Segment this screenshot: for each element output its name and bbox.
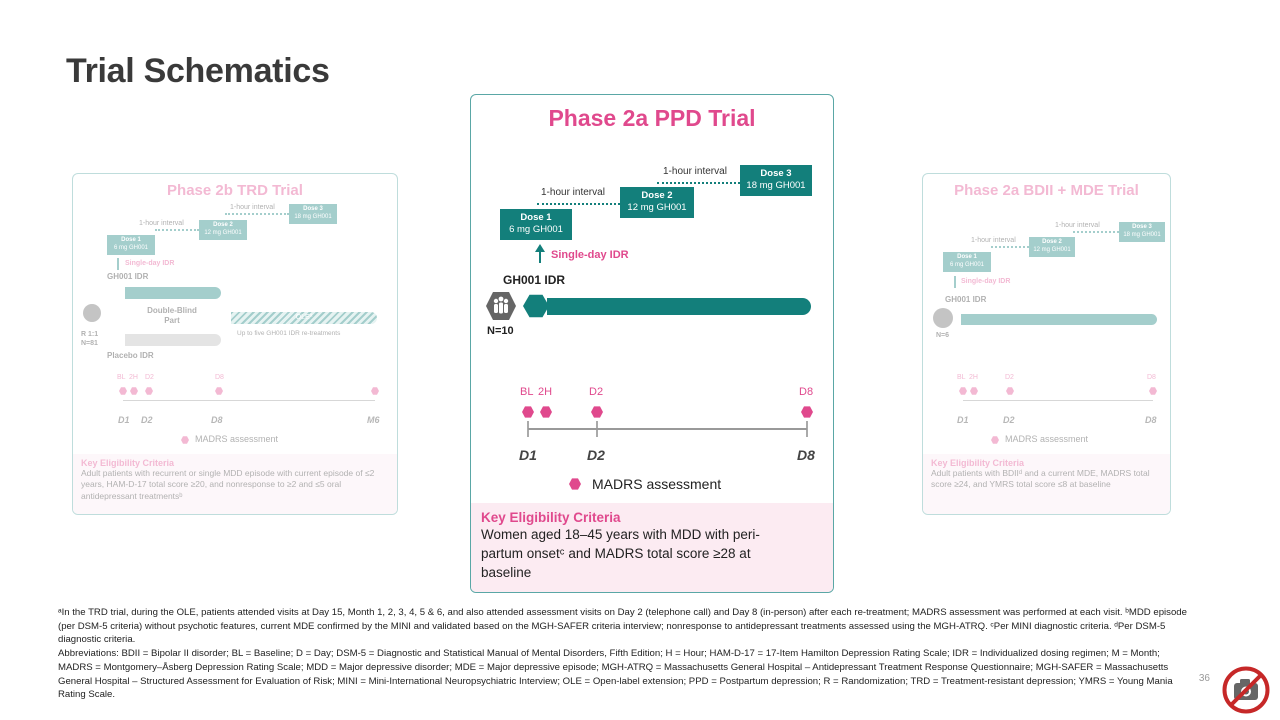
madrs-marker <box>801 406 813 418</box>
up-arrow-icon <box>117 258 119 270</box>
arm-label: GH001 IDR <box>945 295 987 304</box>
madrs-marker <box>1006 387 1014 395</box>
placebo-label: Placebo IDR <box>107 351 154 360</box>
dose-title: Dose 2 <box>1042 239 1062 245</box>
dose-amount: 6 mg GH001 <box>113 244 149 251</box>
single-day-label: Single-day IDR <box>125 260 175 267</box>
interval-label: 1-hour interval <box>541 187 605 198</box>
abbreviations-text: Abbreviations: BDII = Bipolar II disorder; BL = Baseline; D = Day; DSM-5 = Diagnostic and Statistical Manual of Mental Disorders, Fifth Edition; H = Hour; HAM-D-17 = 17-Item Hamilton Depression Rating Scale; IDR = Individualized dosing regimen; M = Month; MADRS = Montgomery–Åsberg Depression Rating Scale; MDD = Major depressive disorder; MDE = Major depressive episode; MGH-ATRQ = Massachusetts General Hospital – Antidepressant Treatment Response Questionnaire; MGH-SAFER = Massachusetts General Hospital – Structured Assessment for Evaluation of Risk; MINI = Mini-International Neuropsychiatric Interview; OLE = Open-label extension; PPD = Postpartum depression; R = Randomization; TRD = Treatment-resistant depression; YMRS = Young Mania Rating Scale. <box>58 648 1173 701</box>
dose-amount: 6 mg GH001 <box>949 261 985 268</box>
day-label: D2 <box>587 447 605 463</box>
eligibility-box <box>923 454 1170 515</box>
eligibility-title: Key Eligibility Criteria <box>481 510 621 525</box>
madrs-legend-marker <box>569 478 581 490</box>
page-number: 36 <box>1198 673 1210 684</box>
dose-amount: 12 mg GH001 <box>204 229 242 236</box>
timepoint-label: 2H <box>129 374 138 381</box>
gh001-arm-bar <box>125 287 221 299</box>
day-label: D2 <box>1003 415 1015 425</box>
gh001-arm-bar <box>547 298 811 315</box>
interval-arrow <box>155 229 199 231</box>
bdii-mde-trial-card <box>922 173 1171 515</box>
dose-amount: 12 mg GH001 <box>627 201 687 213</box>
dose1-box <box>500 209 572 240</box>
card-title: Phase 2a BDII + MDE Trial <box>954 182 1139 199</box>
dose-amount: 18 mg GH001 <box>746 179 806 191</box>
dose-title: Dose 2 <box>641 190 673 201</box>
dose2-box <box>620 187 694 218</box>
interval-arrow <box>225 213 289 215</box>
interval-label: 1-hour interval <box>1055 222 1100 229</box>
randomization-label: R 1:1 <box>81 331 99 338</box>
eligibility-text: Women aged 18–45 years with MDD with peri-partum onsetᶜ and MADRS total score ≥28 at baseline <box>481 527 760 580</box>
eligibility-text: Adult patients with recurrent or single MDD episode with current episode of ≤2 years, HAM-D-17 total score ≥20, and nonresponse to ≥2 and ≤5 oral antidepressant treatmentsᵇ <box>81 468 375 501</box>
interval-arrow <box>657 182 740 184</box>
interval-label: 1-hour interval <box>663 166 727 177</box>
placebo-arm-bar <box>125 334 221 346</box>
eligibility-box <box>73 454 397 515</box>
madrs-marker <box>119 387 127 395</box>
timepoint-label: D8 <box>215 374 224 381</box>
dose-title: Dose 1 <box>520 212 552 223</box>
interval-label: 1-hour interval <box>971 237 1016 244</box>
madrs-marker <box>215 387 223 395</box>
day-label: D1 <box>957 415 969 425</box>
madrs-marker <box>970 387 978 395</box>
interval-arrow <box>537 203 620 205</box>
timepoint-label: 2H <box>969 374 978 381</box>
card-title: Phase 2b TRD Trial <box>167 182 303 199</box>
dose-title: Dose 3 <box>1132 224 1152 230</box>
trd-trial-card <box>72 173 398 515</box>
dose-title: Dose 2 <box>213 222 233 228</box>
eligibility-box <box>471 503 833 593</box>
eligibility-title: Key Eligibility Criteria <box>81 458 175 468</box>
timepoint-label: D2 <box>1005 374 1014 381</box>
ole-bar <box>231 312 377 324</box>
madrs-legend-marker <box>181 436 189 444</box>
day-label: D8 <box>211 415 223 425</box>
eligibility-text: Adult patients with BDIIᵈ and a current MDE, MADRS total score ≥24, and YMRS total score ≤8 at baseline <box>931 468 1150 490</box>
dose3-box <box>1119 222 1165 242</box>
timepoint-label: D8 <box>1147 374 1156 381</box>
no-camera-icon <box>1222 666 1270 714</box>
patients-icon <box>485 290 517 322</box>
interval-label: 1-hour interval <box>139 220 184 227</box>
interval-label: 1-hour interval <box>230 204 275 211</box>
arm-start-hex <box>523 294 549 318</box>
timepoint-label: D2 <box>145 374 154 381</box>
ppd-trial-card <box>470 94 834 593</box>
timepoint-label: D8 <box>799 386 814 398</box>
timepoint-label: BL <box>957 374 966 381</box>
up-arrow-stem <box>539 251 541 263</box>
madrs-marker <box>591 406 603 418</box>
single-day-label: Single-day IDR <box>961 278 1011 285</box>
patients-icon <box>83 304 101 322</box>
madrs-marker <box>130 387 138 395</box>
dose-title: Dose 1 <box>957 254 977 260</box>
dose-title: Dose 1 <box>121 237 141 243</box>
dose-amount: 18 mg GH001 <box>294 213 332 220</box>
timepoint-label: 2H <box>538 386 553 398</box>
dose-amount: 12 mg GH001 <box>1033 246 1071 253</box>
day-label: D2 <box>141 415 153 425</box>
madrs-legend-label: MADRS assessment <box>195 434 279 444</box>
dose1-box <box>943 252 991 272</box>
day-label: D1 <box>118 415 130 425</box>
madrs-marker <box>1149 387 1157 395</box>
dose3-box <box>289 204 337 224</box>
madrs-legend-label: MADRS assessment <box>592 476 722 492</box>
timepoint-label: BL <box>520 386 534 398</box>
double-blind-label: Double-Blind Part <box>147 306 197 325</box>
n-label: N=10 <box>487 325 514 337</box>
dose-title: Dose 3 <box>303 206 323 212</box>
page-title: Trial Schematics <box>66 52 330 90</box>
madrs-marker <box>959 387 967 395</box>
arm-label: GH001 IDR <box>503 273 566 287</box>
madrs-legend-label: MADRS assessment <box>1005 434 1089 444</box>
retreat-label: Up to five GH001 IDR re-treatments <box>237 330 341 337</box>
madrs-marker <box>522 406 534 418</box>
eligibility-title: Key Eligibility Criteria <box>931 458 1025 468</box>
gh001-arm-bar <box>961 314 1157 325</box>
madrs-marker <box>371 387 379 395</box>
day-label: M6 <box>367 415 380 425</box>
timeline-axis <box>528 428 807 430</box>
madrs-marker <box>540 406 552 418</box>
ole-label: OLEª <box>295 314 313 321</box>
day-label: D8 <box>797 447 815 463</box>
day-label: D8 <box>1145 415 1157 425</box>
interval-arrow <box>991 246 1029 248</box>
timepoint-label: D2 <box>589 386 604 398</box>
timeline-axis <box>963 400 1153 401</box>
dose-amount: 18 mg GH001 <box>1123 231 1161 238</box>
day-label: D1 <box>519 447 537 463</box>
single-day-label: Single-day IDR <box>551 249 629 261</box>
n-label: N=6 <box>936 332 950 339</box>
timeline-axis <box>123 400 375 401</box>
footnote-text: ᵃIn the TRD trial, during the OLE, patients attended visits at Day 15, Month 1, 2, 3, 4, 5 & 6, and also attended assessment visits on Day 2 (telephone call) and Day 8 (in-person) after each re-treatment; MADRS assessment was performed at each visit. ᵇMDD episode (per DSM-5 criteria) without psychotic features, current MDE confirmed by the MINI and validated based on the MGH-SAFER criteria interview; nonresponse to antidepressant treatments assessed using the MGH-ATRQ. ᶜPer MINI diagnostic criteria. ᵈPer DSM-5 diagnostic criteria. <box>58 607 1187 646</box>
madrs-legend-marker <box>991 436 999 444</box>
timepoint-label: BL <box>117 374 126 381</box>
patients-icon <box>933 308 953 328</box>
arm-label: GH001 IDR <box>107 272 149 281</box>
madrs-marker <box>145 387 153 395</box>
dose1-box <box>107 235 155 255</box>
dose2-box <box>1029 237 1075 257</box>
dose2-box <box>199 220 247 240</box>
up-arrow-icon <box>954 276 956 288</box>
interval-arrow <box>1073 231 1119 233</box>
n-label: N=81 <box>81 340 98 347</box>
footnotes <box>58 606 1188 702</box>
dose-amount: 6 mg GH001 <box>509 223 563 235</box>
card-title: Phase 2a PPD Trial <box>548 105 756 131</box>
dose3-box <box>740 165 812 196</box>
dose-title: Dose 3 <box>760 168 792 179</box>
